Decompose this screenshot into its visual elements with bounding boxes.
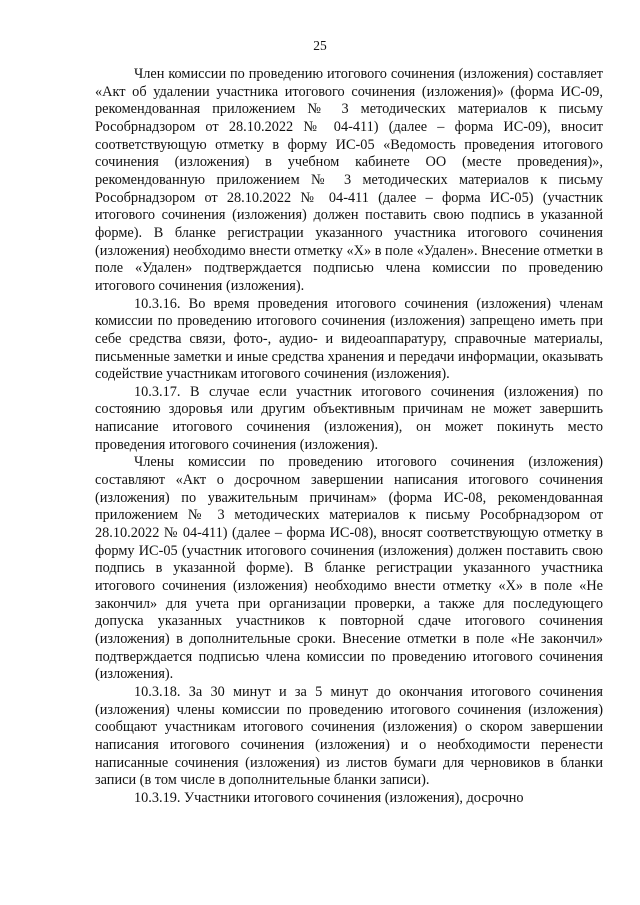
page-number: 25 [313, 38, 327, 53]
paragraph-10-3-19: 10.3.19. Участники итогового сочинения (изложения), досрочно [134, 789, 524, 806]
paragraph-10-3-16: 10.3.16. Во время проведения итогового сочинения (изложения) членам комиссии по проведению итогового сочинения (изложения) запрещено иметь при себе средства связи, фото-, аудио- и видеоаппаратуру, справочные материалы, письменные заметки и иные средства хранения и передачи информации, оказывать содействие участникам итогового сочинения (изложения). [95, 295, 603, 383]
paragraph-10-3-18: 10.3.18. За 30 минут и за 5 минут до окончания итогового сочинения (изложения) члены комиссии по проведению итогового сочинения (изложения) сообщают участникам итогового сочинения (изложения) о скором завершении написания итогового сочинения (изложения) и о необходимости перенести написанные сочинения (изложения) из листов бумаги для черновиков в бланки записи (в том числе в дополнительные бланки записи). [95, 683, 603, 789]
document-body [95, 66, 603, 808]
paragraph-form-is09: Член комиссии по проведению итогового сочинения (изложения) составляет «Акт об удалении участника итогового сочинения (изложения)» (форма ИС-09, рекомендованная приложением № 3 методических материалов к письму Рособрнадзором от 28.10.2022 № 04-411) (далее – форма ИС-09), вносит соответствующую отметку в форму ИС-05 «Ведомость проведения итогового сочинения (изложения) в учебном кабинете ОО (месте проведения)», рекомендованную приложением № 3 методических материалов к письму Рособрнадзором от 28.10.2022 № 04-411 (далее – форма ИС-05) (участник итогового сочинения (изложения) должен поставить свою подпись в указанной форме). В бланке регистрации указанного участника итогового сочинения (изложения) необходимо внести отметку «X» в поле «Удален». Внесение отметки в поле «Удален» подтверждается подписью члена комиссии по проведению итогового сочинения (изложения). [95, 66, 603, 294]
paragraph-10-3-17: 10.3.17. В случае если участник итогового сочинения (изложения) по состоянию здоровья или другим объективным причинам не может завершить написание итогового сочинения (изложения), он может покинуть место проведения итогового сочинения (изложения). [95, 383, 603, 453]
paragraph-form-is08: Члены комиссии по проведению итогового сочинения (изложения) составляют «Акт о досрочном завершении написания итогового сочинения (изложения) по уважительным причинам» (форма ИС-08, рекомендованная приложением № 3 методических материалов к письму Рособрнадзором от 28.10.2022 № 04-411) (далее – форма ИС-08), вносят соответствующую отметку в форму ИС-05 (участник итогового сочинения (изложения) должен поставить свою подпись в указанной форме). В бланке регистрации указанного участника итогового сочинения (изложения) необходимо внести отметку «X» в поле «Не закончил» для учета при организации проверки, а также для последующего допуска указанных участников к повторной сдаче итогового сочинения (изложения) в дополнительные сроки. Внесение отметки в поле «Не закончил» подтверждается подписью члена комиссии по проведению итогового сочинения (изложения). [95, 454, 603, 683]
